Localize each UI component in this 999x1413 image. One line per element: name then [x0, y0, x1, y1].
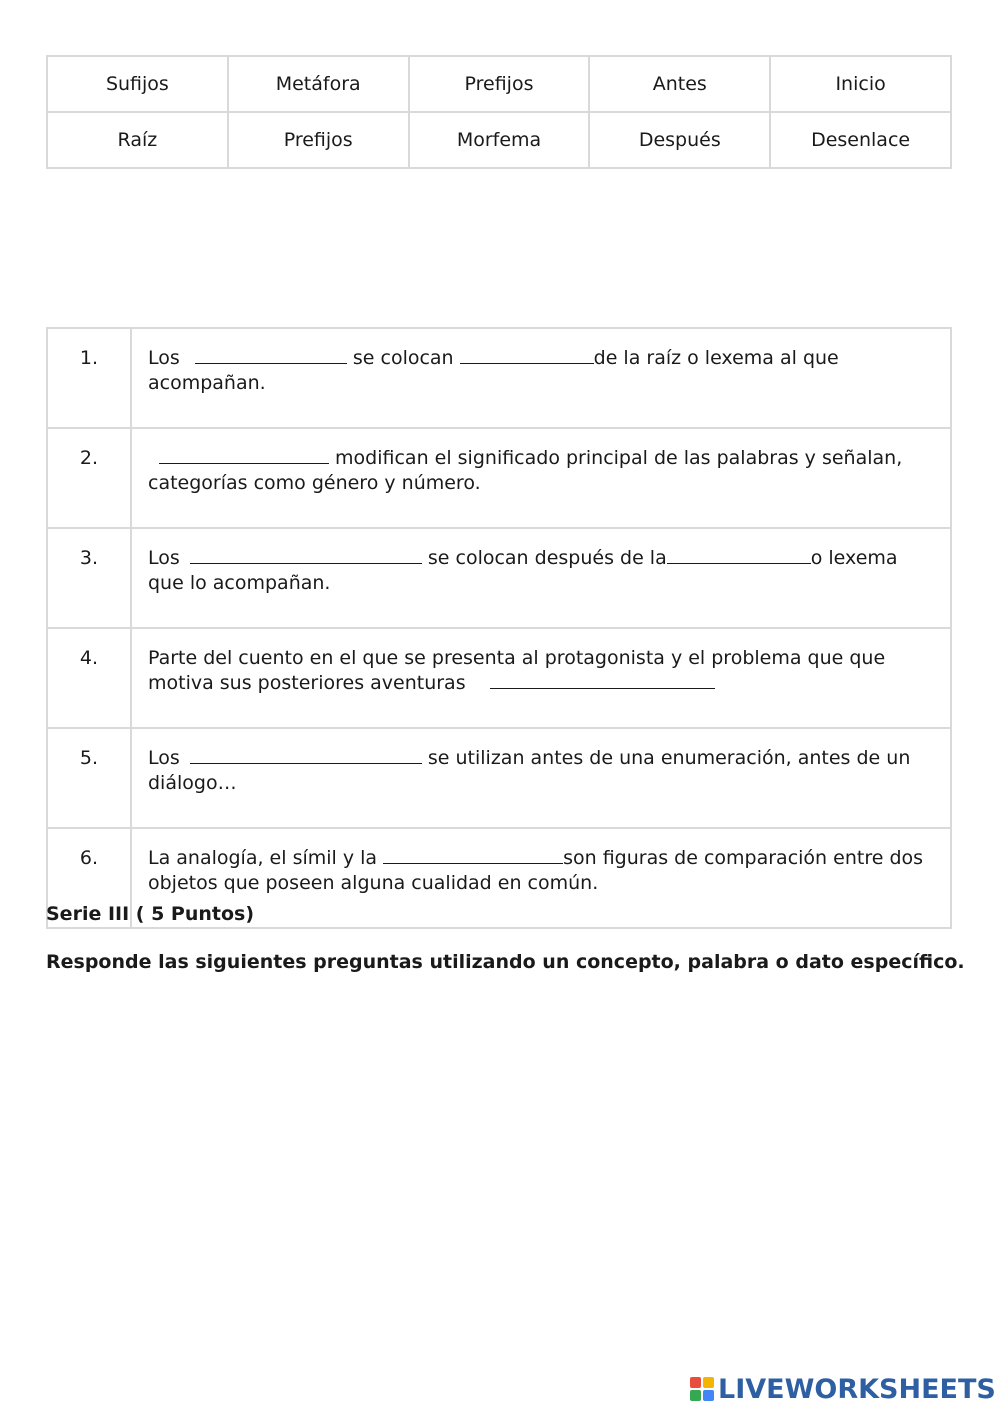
question-text — [131, 628, 951, 728]
instructions-text: Responde las siguientes preguntas utilizando un concepto, palabra o dato específico. — [46, 951, 965, 973]
question-text — [131, 328, 951, 428]
question-row — [47, 428, 951, 528]
question-segment: Parte del cuento en el que se presenta al protagonista y el problema que que motiva sus posteriores aventuras — [148, 647, 886, 694]
question-number: 5. — [47, 728, 131, 828]
question-number: 1. — [47, 328, 131, 428]
answer-blank[interactable] — [190, 747, 422, 764]
question-segment: modifican el significado principal de las palabras y señalan, categorías como género y número. — [148, 447, 903, 494]
question-segment: se colocan después de la — [421, 547, 667, 569]
word-bank-cell: Sufijos — [47, 56, 228, 112]
answer-blank[interactable] — [195, 347, 347, 364]
answer-blank[interactable] — [667, 547, 811, 564]
question-number: 4. — [47, 628, 131, 728]
word-bank-cell: Metáfora — [228, 56, 409, 112]
question-segment: Los — [148, 547, 186, 569]
word-bank-cell: Prefijos — [228, 112, 409, 168]
answer-blank[interactable] — [190, 547, 422, 564]
question-segment: o lexema que lo acompañan. — [148, 547, 898, 594]
question-number: 3. — [47, 528, 131, 628]
question-number: 2. — [47, 428, 131, 528]
question-text — [131, 728, 951, 828]
question-text — [131, 528, 951, 628]
word-bank-cell: Prefijos — [409, 56, 590, 112]
word-bank-cell: Raíz — [47, 112, 228, 168]
question-segment: Los — [148, 347, 186, 369]
serie-title: Serie III ( 5 Puntos) — [46, 903, 255, 925]
question-segment: se utilizan antes de una enumeración, antes de un diálogo… — [148, 747, 911, 794]
answer-blank[interactable] — [460, 347, 594, 364]
questions-table — [46, 327, 952, 929]
question-segment: son figuras de comparación entre dos objetos que poseen alguna cualidad en común. — [148, 847, 924, 894]
answer-blank[interactable] — [159, 447, 329, 464]
question-row — [47, 628, 951, 728]
question-row — [47, 728, 951, 828]
logo-mark-icon — [690, 1377, 714, 1401]
word-bank-cell: Morfema — [409, 112, 590, 168]
question-text — [131, 428, 951, 528]
question-segment: se colocan — [346, 347, 460, 369]
question-segment: La analogía, el símil y la — [148, 847, 384, 869]
question-segment: de la raíz o lexema al que acompañan. — [148, 347, 839, 394]
question-number: 6. — [47, 828, 131, 928]
question-row — [47, 328, 951, 428]
question-row — [47, 528, 951, 628]
logo-text: LIVEWORKSHEETS — [718, 1373, 996, 1405]
word-bank-cell: Antes — [589, 56, 770, 112]
word-bank-cell: Después — [589, 112, 770, 168]
word-bank-table — [46, 55, 952, 169]
word-bank-cell: Desenlace — [770, 112, 951, 168]
question-segment: Los — [148, 747, 186, 769]
word-bank-row — [47, 112, 951, 168]
word-bank-row — [47, 56, 951, 112]
liveworksheets-logo — [690, 1374, 996, 1404]
word-bank-cell: Inicio — [770, 56, 951, 112]
answer-blank[interactable] — [383, 847, 563, 864]
answer-blank[interactable] — [490, 672, 715, 689]
